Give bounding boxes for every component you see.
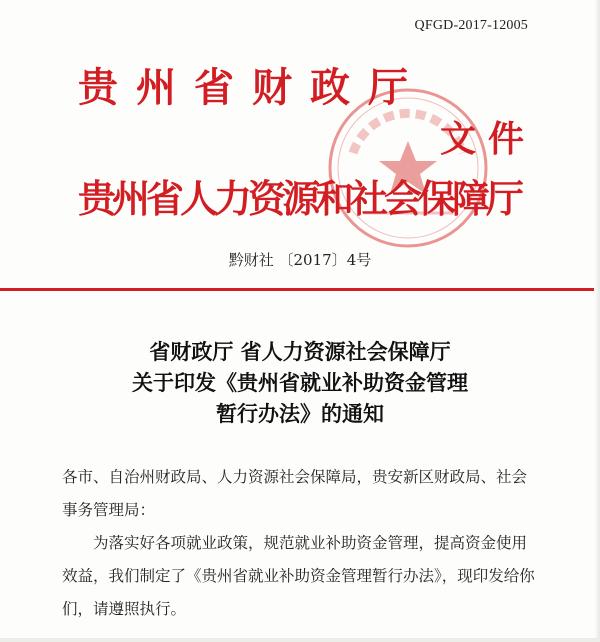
issuer-char: 财 <box>252 65 292 111</box>
body-paragraph: 为落实好各项就业政策，规范就业补助资金管理，提高资金使用效益，我们制定了《贵州省就业补助资金管理暂行办法》，现印发给你们，请遵照执行。 <box>62 534 535 618</box>
title-line: 关于印发《贵州省就业补助资金管理 <box>132 370 468 395</box>
scan-bottom-edge <box>0 638 600 642</box>
issuer-char: 厅 <box>368 65 408 111</box>
title-line: 省财政厅 省人力资源社会保障厅 <box>149 339 451 364</box>
header-divider <box>0 288 600 291</box>
issuer-hr-dept: 贵州省人力资源和社会保障厅 <box>78 177 521 221</box>
document-id: QFGD-2017-12005 <box>414 18 528 33</box>
scan-edge <box>594 0 600 642</box>
document-title <box>0 336 600 429</box>
issuer-char: 省 <box>194 65 234 111</box>
addressee: 各市、自治州财政局、人力资源社会保障局，贵安新区财政局、社会事务管理局： <box>62 468 528 519</box>
wenjian-label: 文件 <box>440 119 537 160</box>
document-number: 黔财社 〔2017〕4号 <box>228 251 372 269</box>
title-line: 暂行办法》的通知 <box>216 401 384 426</box>
issuer-char: 政 <box>310 65 350 111</box>
document-body <box>62 461 538 626</box>
issuer-char: 州 <box>136 65 176 111</box>
issuer-finance-dept <box>78 65 408 111</box>
issuer-char: 贵 <box>78 65 118 111</box>
